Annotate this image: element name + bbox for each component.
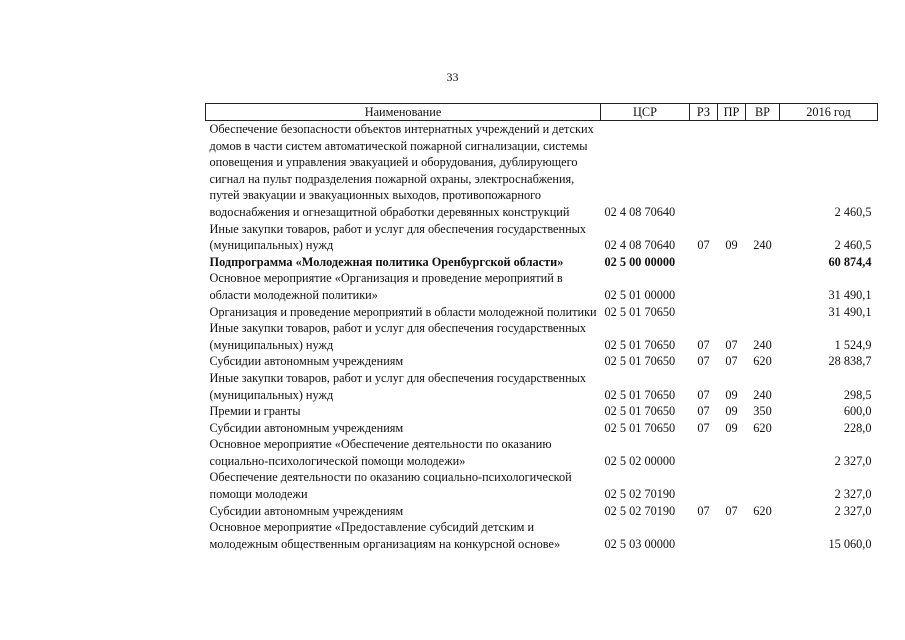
table-row [206, 304, 878, 321]
row-pr: 07 [725, 503, 738, 518]
row-csr: 02 5 00 00000 [604, 254, 676, 269]
row-year: 15 060,0 [828, 536, 872, 551]
row-rz: 07 [697, 387, 710, 402]
row-year: 2 460,5 [834, 204, 872, 219]
row-csr: 02 5 01 70650 [604, 420, 676, 435]
row-rz: 07 [697, 337, 710, 352]
row-pr [718, 436, 746, 469]
row-name: Обеспечение деятельности по оказанию социально-психологической помощи молодежи [209, 470, 572, 502]
row-name: Обеспечение безопасности объектов интернатных учреждений и детских домов в части систем автоматической пожарной сигнализации, системы оповещения и управления эвакуацией и оборудования, дублирующего сигнал на пульт подразделения пожарной охраны, электроснабжения, путей эвакуации и эвакуационных выходов, противопожарного водоснабжения и огнезащитной обработки деревянных конструкций [209, 122, 594, 219]
row-csr: 02 5 01 70650 [604, 404, 676, 419]
row-vr [746, 304, 780, 321]
row-vr: 350 [753, 404, 772, 419]
row-year: 28 838,7 [828, 354, 872, 369]
row-vr: 620 [753, 354, 772, 369]
table-row [206, 353, 878, 370]
row-rz: 07 [697, 503, 710, 518]
row-pr: 09 [725, 420, 738, 435]
table-row [206, 254, 878, 271]
row-year: 2 460,5 [834, 238, 872, 253]
row-name: Основное мероприятие «Обеспечение деятельности по оказанию социально-психологической помощи молодежи» [209, 437, 552, 468]
row-year: 2 327,0 [834, 453, 872, 468]
row-pr: 09 [725, 387, 738, 402]
row-name: Субсидии автономным учреждениям [209, 420, 404, 435]
row-name: Премии и гранты [209, 404, 301, 419]
row-year: 2 327,0 [834, 503, 872, 518]
table-row [206, 121, 878, 221]
row-vr [746, 254, 780, 271]
table-header-row [206, 104, 878, 121]
row-rz [690, 304, 718, 321]
header-pr: ПР [718, 104, 746, 121]
row-csr: 02 5 02 70190 [604, 487, 676, 502]
row-vr [746, 519, 780, 552]
row-vr: 240 [753, 337, 772, 352]
row-csr: 02 5 01 70650 [604, 304, 676, 319]
table-row [206, 436, 878, 469]
row-vr: 620 [753, 420, 772, 435]
row-name: Иные закупки товаров, работ и услуг для обеспечения государственных (муниципальных) нужд [209, 321, 587, 352]
header-vr: ВР [746, 104, 780, 121]
table-row [206, 320, 878, 353]
row-csr: 02 5 01 00000 [604, 287, 676, 302]
row-pr: 07 [725, 354, 738, 369]
row-vr: 240 [753, 238, 772, 253]
row-rz [690, 519, 718, 552]
row-vr [746, 436, 780, 469]
row-csr: 02 4 08 70640 [604, 238, 676, 253]
header-year: 2016 год [780, 104, 878, 121]
row-pr [718, 121, 746, 221]
row-name: Организация и проведение мероприятий в области молодежной политики [209, 304, 597, 319]
row-rz: 07 [697, 354, 710, 369]
page-number: 33 [446, 70, 459, 84]
row-csr: 02 5 03 00000 [604, 536, 676, 551]
table-row [206, 519, 878, 552]
row-vr: 620 [753, 503, 772, 518]
table-row [206, 469, 878, 502]
row-rz: 07 [697, 420, 710, 435]
row-pr: 09 [725, 404, 738, 419]
row-csr: 02 5 02 00000 [604, 453, 676, 468]
row-csr: 02 5 01 70650 [604, 354, 676, 369]
row-rz [690, 270, 718, 303]
row-pr [718, 304, 746, 321]
row-year: 2 327,0 [834, 487, 872, 502]
row-rz [690, 121, 718, 221]
header-rz: РЗ [690, 104, 718, 121]
row-rz [690, 469, 718, 502]
row-pr: 07 [725, 337, 738, 352]
row-csr: 02 5 01 70650 [604, 337, 676, 352]
row-year: 31 490,1 [828, 287, 872, 302]
row-csr: 02 5 01 70650 [604, 387, 676, 402]
row-rz [690, 436, 718, 469]
row-rz: 07 [697, 404, 710, 419]
header-name: Наименование [206, 104, 601, 121]
row-name: Иные закупки товаров, работ и услуг для обеспечения государственных (муниципальных) нужд [209, 370, 587, 402]
row-year: 60 874,4 [828, 254, 872, 269]
row-name: Иные закупки товаров, работ и услуг для обеспечения государственных (муниципальных) нужд [209, 221, 587, 253]
row-year: 228,0 [843, 420, 872, 435]
table-row [206, 221, 878, 254]
table-row [206, 420, 878, 437]
row-vr [746, 121, 780, 221]
row-year: 298,5 [843, 387, 872, 402]
header-csr: ЦСР [601, 104, 690, 121]
row-vr: 240 [753, 387, 772, 402]
row-vr [746, 270, 780, 303]
row-pr [718, 270, 746, 303]
row-pr [718, 254, 746, 271]
budget-table [205, 103, 878, 552]
table-row [206, 370, 878, 403]
row-rz: 07 [697, 238, 710, 253]
row-name: Подпрограмма «Молодежная политика Оренбургской области» [209, 254, 564, 269]
row-pr [718, 519, 746, 552]
row-name: Основное мероприятие «Предоставление субсидий детским и молодежным общественным организациям на конкурсной основе» [209, 520, 561, 551]
row-rz [690, 254, 718, 271]
table-row [206, 403, 878, 420]
row-year: 1 524,9 [834, 337, 872, 352]
table-body [206, 121, 878, 553]
table-row [206, 503, 878, 520]
row-name: Субсидии автономным учреждениям [209, 503, 404, 518]
table-row [206, 270, 878, 303]
row-year: 600,0 [843, 404, 872, 419]
row-vr [746, 469, 780, 502]
row-pr: 09 [725, 238, 738, 253]
row-pr [718, 469, 746, 502]
row-csr: 02 5 02 70190 [604, 503, 676, 518]
row-csr: 02 4 08 70640 [604, 204, 676, 219]
row-name: Основное мероприятие «Организация и проведение мероприятий в области молодежной политики» [209, 271, 563, 302]
row-name: Субсидии автономным учреждениям [209, 354, 404, 369]
row-year: 31 490,1 [828, 304, 872, 319]
